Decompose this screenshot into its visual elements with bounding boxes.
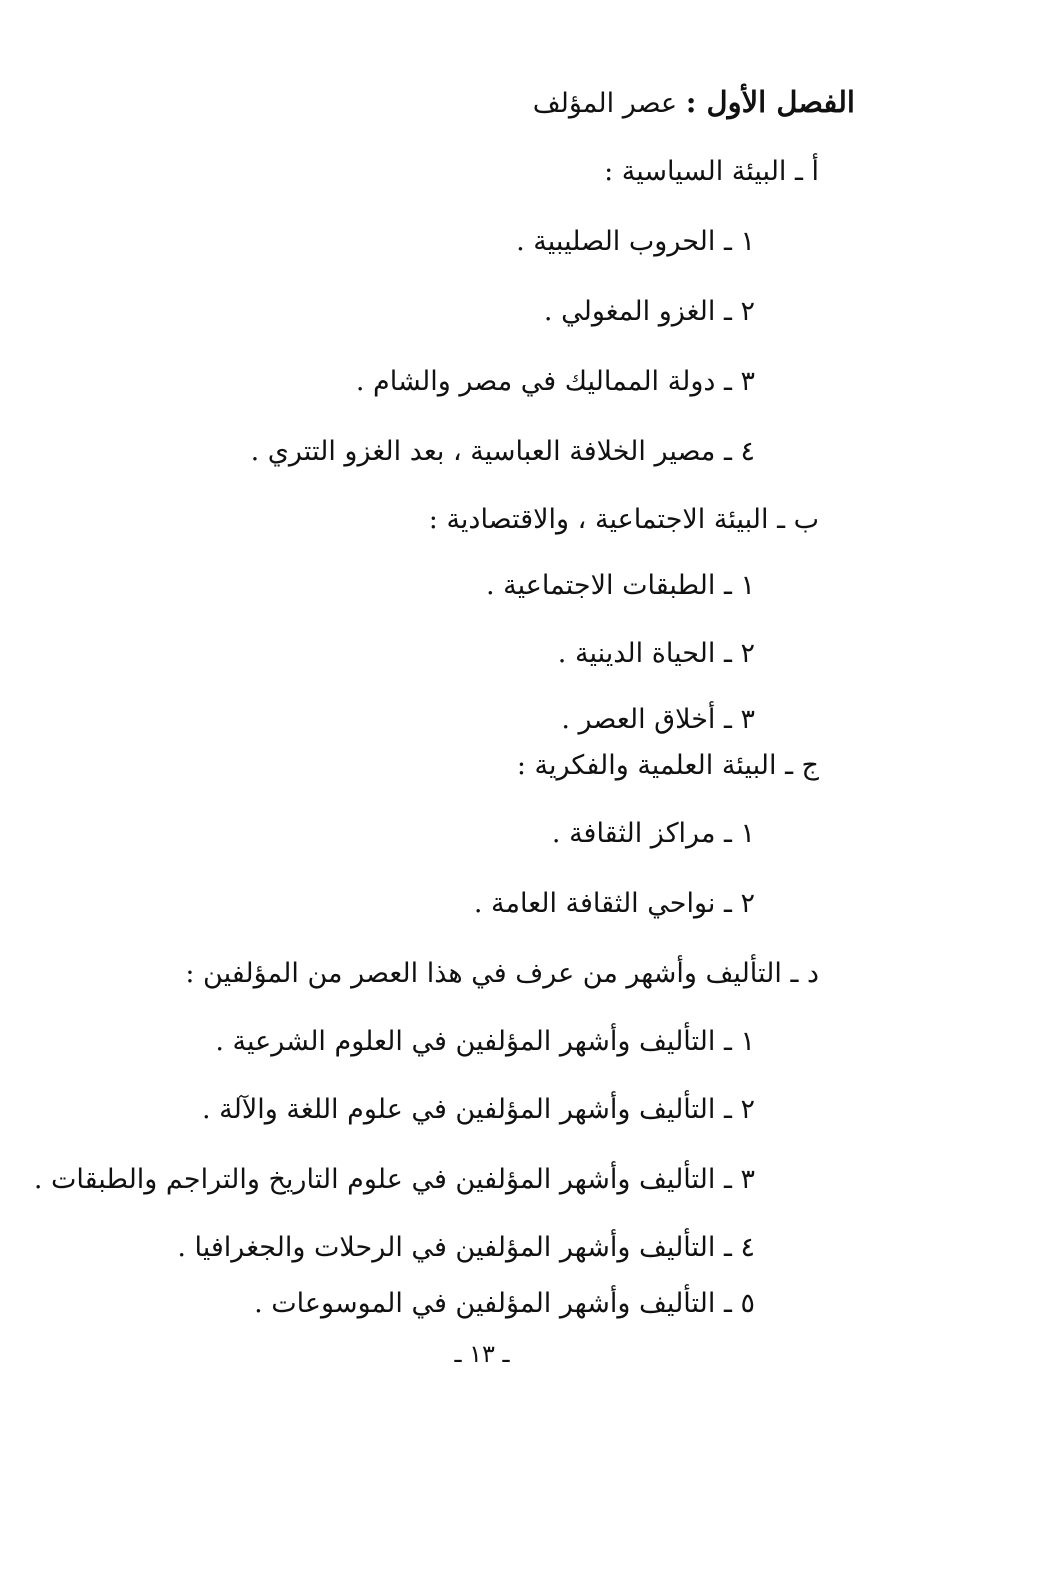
section-b-item-1: ١ ـ الطبقات الاجتماعية . [486, 570, 755, 601]
section-d-item-2: ٢ ـ التأليف وأشهر المؤلفين في علوم اللغة والآلة . [202, 1094, 755, 1125]
section-c-item-2: ٢ ـ نواحي الثقافة العامة . [473, 888, 755, 919]
section-a-heading: أ ـ البيئة السياسية : [604, 156, 819, 187]
section-a-item-1: ١ ـ الحروب الصليبية . [516, 226, 755, 257]
section-a-item-3: ٣ ـ دولة المماليك في مصر والشام . [355, 366, 755, 397]
section-d-item-5: ٥ ـ التأليف وأشهر المؤلفين في الموسوعات . [254, 1288, 755, 1319]
section-d-item-1: ١ ـ التأليف وأشهر المؤلفين في العلوم الشرعية . [215, 1026, 755, 1057]
section-d-item-4: ٤ ـ التأليف وأشهر المؤلفين في الرحلات والجغرافيا . [177, 1232, 755, 1263]
chapter-title-rest: عصر المؤلف [532, 88, 678, 119]
page-number: ـ ١٣ ـ [454, 1340, 510, 1368]
section-b-heading: ب ـ البيئة الاجتماعية ، والاقتصادية : [428, 504, 819, 535]
section-c-heading: ج ـ البيئة العلمية والفكرية : [516, 750, 819, 781]
section-d-item-3: ٣ ـ التأليف وأشهر المؤلفين في علوم التاريخ والتراجم والطبقات . [33, 1164, 755, 1195]
chapter-title-bold: الفصل الأول : [685, 85, 855, 119]
chapter-title [533, 82, 855, 124]
section-a-item-4: ٤ ـ مصير الخلافة العباسية ، بعد الغزو التتري . [250, 436, 755, 467]
section-b-item-2: ٢ ـ الحياة الدينية . [557, 638, 755, 669]
section-c-item-1: ١ ـ مراكز الثقافة . [551, 818, 755, 849]
section-d-heading: د ـ التأليف وأشهر من عرف في هذا العصر من المؤلفين : [185, 958, 819, 989]
section-b-item-3: ٣ ـ أخلاق العصر . [561, 704, 755, 735]
section-a-item-2: ٢ ـ الغزو المغولي . [543, 296, 755, 327]
